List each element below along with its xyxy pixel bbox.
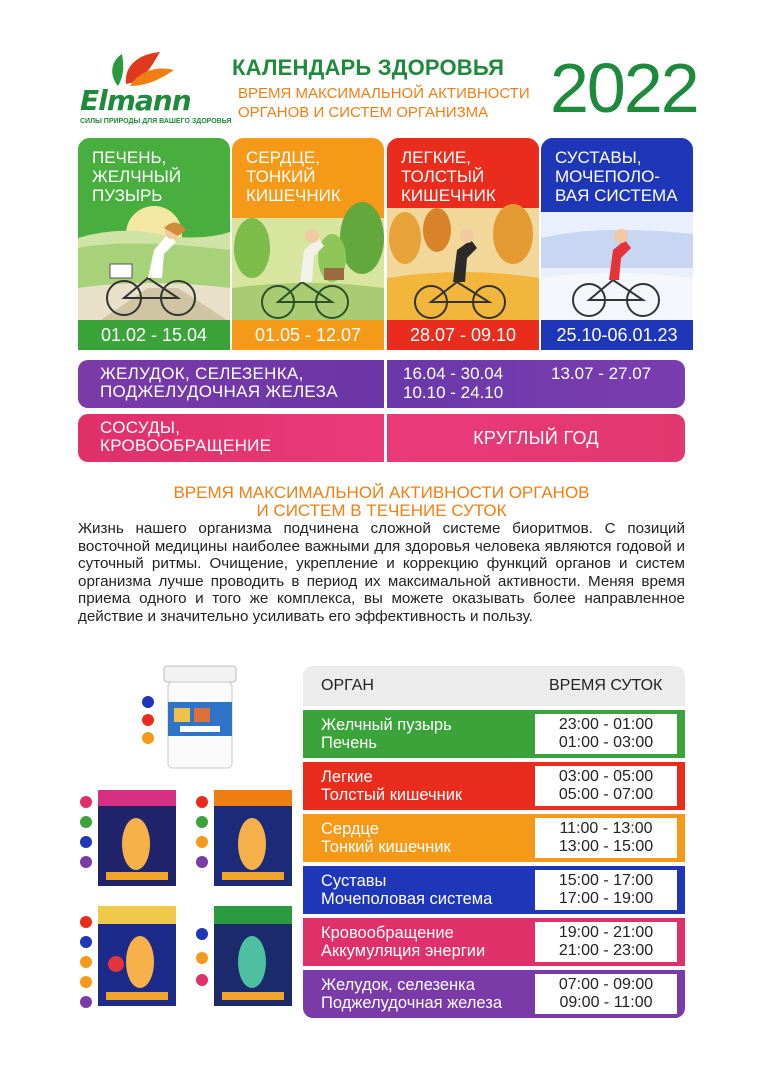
- season-title: [555, 148, 678, 205]
- organ-name: Мочеполовая система: [321, 890, 493, 908]
- band-period: КРУГЛЫЙ ГОД: [473, 428, 599, 448]
- season-title-line: МОЧЕПОЛО-: [555, 167, 660, 186]
- season-title-line: ПУЗЫРЬ: [92, 186, 163, 205]
- organ-cell: [321, 716, 452, 752]
- color-dot: [80, 916, 92, 928]
- season-dates: 25.10-06.01.23: [541, 320, 693, 350]
- color-dot: [196, 952, 208, 964]
- color-dot: [196, 974, 208, 986]
- intro-paragraph: Жизнь нашего организма подчинена сложной системе биоритмов. С позиций восточной медицины наиболее важными для здоровья человека являются годовой и суточный ритмы. Очищение, укрепление и коррекцию функций органов и систем организма лучше проводить в период их максимальной активности. Меняя время приема одного и того же комплекса, вы можете оказывать более направленное действие и значительно усиливать его эффективность и пользу.: [78, 520, 685, 625]
- time-cell: [535, 714, 677, 754]
- band-vessels-label: [78, 414, 384, 462]
- column-header-organ: ОРГАН: [321, 677, 374, 694]
- season-title-line: ЛЕГКИЕ,: [401, 148, 471, 167]
- season-card-heart: [232, 138, 384, 350]
- color-dot: [80, 856, 92, 868]
- table-row: [303, 970, 685, 1018]
- color-dot: [196, 928, 208, 940]
- band-stomach-dates: [387, 360, 685, 408]
- color-dot: [142, 732, 154, 744]
- season-title-line: КИШЕЧНИК: [246, 186, 341, 205]
- time-cell: [535, 766, 677, 806]
- season-title-line: КИШЕЧНИК: [401, 186, 496, 205]
- season-dates: 01.02 - 15.04: [78, 320, 230, 350]
- table-row: [303, 918, 685, 966]
- band-vessels-period: [387, 414, 685, 462]
- color-dot: [196, 856, 208, 868]
- product-box-icon: [212, 904, 294, 1008]
- time-range: 13:00 - 15:00: [558, 838, 654, 855]
- time-range: 03:00 - 05:00: [558, 768, 654, 785]
- band-stomach-label: [78, 360, 384, 408]
- time-range: 05:00 - 07:00: [558, 786, 654, 803]
- organ-cell: [321, 924, 485, 960]
- table-row: [303, 814, 685, 862]
- section-heading-line: ВРЕМЯ МАКСИМАЛЬНОЙ АКТИВНОСТИ ОРГАНОВ: [173, 483, 590, 502]
- section-heading: [78, 484, 685, 520]
- subtitle-line: ВРЕМЯ МАКСИМАЛЬНОЙ АКТИВНОСТИ: [238, 85, 530, 102]
- season-title-line: СУСТАВЫ,: [555, 148, 642, 167]
- season-title-line: ВАЯ СИСТЕМА: [555, 186, 678, 205]
- section-heading-line: И СИСТЕМ В ТЕЧЕНИЕ СУТОК: [256, 501, 507, 520]
- time-range: 15:00 - 17:00: [558, 872, 654, 889]
- color-dot: [80, 956, 92, 968]
- season-card-lungs: [387, 138, 539, 350]
- time-range: 01:00 - 03:00: [558, 734, 654, 751]
- subtitle-line: ОРГАНОВ И СИСТЕМ ОРГАНИЗМА: [238, 104, 489, 121]
- band-label-line: ПОДЖЕЛУДОЧНАЯ ЖЕЛЕЗА: [100, 382, 338, 401]
- band-date: 10.10 - 24.10: [403, 383, 504, 402]
- time-range: 23:00 - 01:00: [558, 716, 654, 733]
- time-range: 19:00 - 21:00: [558, 924, 654, 941]
- color-dot: [196, 816, 208, 828]
- season-title: [92, 148, 181, 205]
- brand-tagline: СИЛЫ ПРИРОДЫ ДЛЯ ВАШЕГО ЗДОРОВЬЯ: [80, 118, 232, 125]
- season-card-liver: [78, 138, 230, 350]
- organ-name: Сердце: [321, 820, 379, 838]
- time-range: 17:00 - 19:00: [558, 890, 654, 907]
- time-range: 09:00 - 11:00: [559, 994, 653, 1011]
- season-title-line: ЖЕЛЧНЫЙ: [92, 167, 182, 186]
- band-date: 13.07 - 27.07: [551, 364, 652, 383]
- time-cell: [535, 922, 677, 962]
- band-label: [100, 365, 338, 401]
- organ-name: Желчный пузырь: [321, 716, 452, 734]
- band-label-line: СОСУДЫ,: [100, 418, 181, 437]
- time-range: 21:00 - 23:00: [558, 942, 654, 959]
- color-dot: [80, 796, 92, 808]
- organ-name: Поджелудочная железа: [321, 994, 502, 1012]
- product-box-icon: [212, 788, 294, 888]
- page-subtitle: [238, 84, 530, 122]
- table-row: [303, 866, 685, 914]
- time-cell: [535, 818, 677, 858]
- season-title-line: ТОЛСТЫЙ: [401, 167, 485, 186]
- time-cell: [535, 974, 677, 1014]
- season-dates: 01.05 - 12.07: [232, 320, 384, 350]
- color-dot: [196, 836, 208, 848]
- organ-name: Кровообращение: [321, 924, 454, 942]
- season-title: [246, 148, 341, 205]
- organ-cell: [321, 976, 502, 1012]
- season-dates: 28.07 - 09.10: [387, 320, 539, 350]
- season-title: [401, 148, 496, 205]
- color-dot: [196, 796, 208, 808]
- page-title: КАЛЕНДАРЬ ЗДОРОВЬЯ: [232, 55, 505, 80]
- color-dot: [142, 696, 154, 708]
- table-row: [303, 710, 685, 758]
- year-label: 2022: [550, 49, 698, 127]
- product-group: [70, 660, 300, 1020]
- band-label-line: КРОВООБРАЩЕНИЕ: [100, 436, 272, 455]
- color-dot: [80, 936, 92, 948]
- organ-name: Печень: [321, 734, 377, 752]
- season-title-line: ПЕЧЕНЬ,: [92, 148, 167, 167]
- color-dot: [142, 714, 154, 726]
- season-title-line: ТОНКИЙ: [246, 167, 316, 186]
- brand-name: Elmann: [80, 84, 191, 117]
- organ-cell: [321, 768, 462, 804]
- organ-name: Толстый кишечник: [321, 786, 463, 804]
- product-box-icon: [96, 788, 178, 888]
- organ-name: Легкие: [321, 768, 373, 786]
- time-cell: [535, 870, 677, 910]
- color-dot: [80, 996, 92, 1008]
- organ-time-table: [303, 666, 685, 1018]
- product-box-icon: [96, 904, 178, 1008]
- color-dot: [80, 836, 92, 848]
- table-row: [303, 762, 685, 810]
- season-card-joints: [541, 138, 693, 350]
- color-dot: [80, 816, 92, 828]
- band-label: [100, 419, 271, 455]
- organ-name: Желудок, селезенка: [321, 976, 475, 994]
- time-range: 07:00 - 09:00: [558, 976, 654, 993]
- color-dot: [80, 976, 92, 988]
- organ-cell: [321, 872, 492, 908]
- time-range: 11:00 - 13:00: [559, 820, 653, 837]
- column-header-time: ВРЕМЯ СУТОК: [549, 677, 663, 694]
- organ-name: Тонкий кишечник: [321, 838, 451, 856]
- organ-cell: [321, 820, 451, 856]
- organ-name: Суставы: [321, 872, 387, 890]
- band-date: 16.04 - 30.04: [403, 364, 504, 383]
- table-header: [303, 666, 685, 706]
- product-jar-icon: [160, 662, 240, 772]
- band-label-line: ЖЕЛУДОК, СЕЛЕЗЕНКА,: [100, 364, 304, 383]
- season-title-line: СЕРДЦЕ,: [246, 148, 320, 167]
- organ-name: Аккумуляция энергии: [321, 942, 486, 960]
